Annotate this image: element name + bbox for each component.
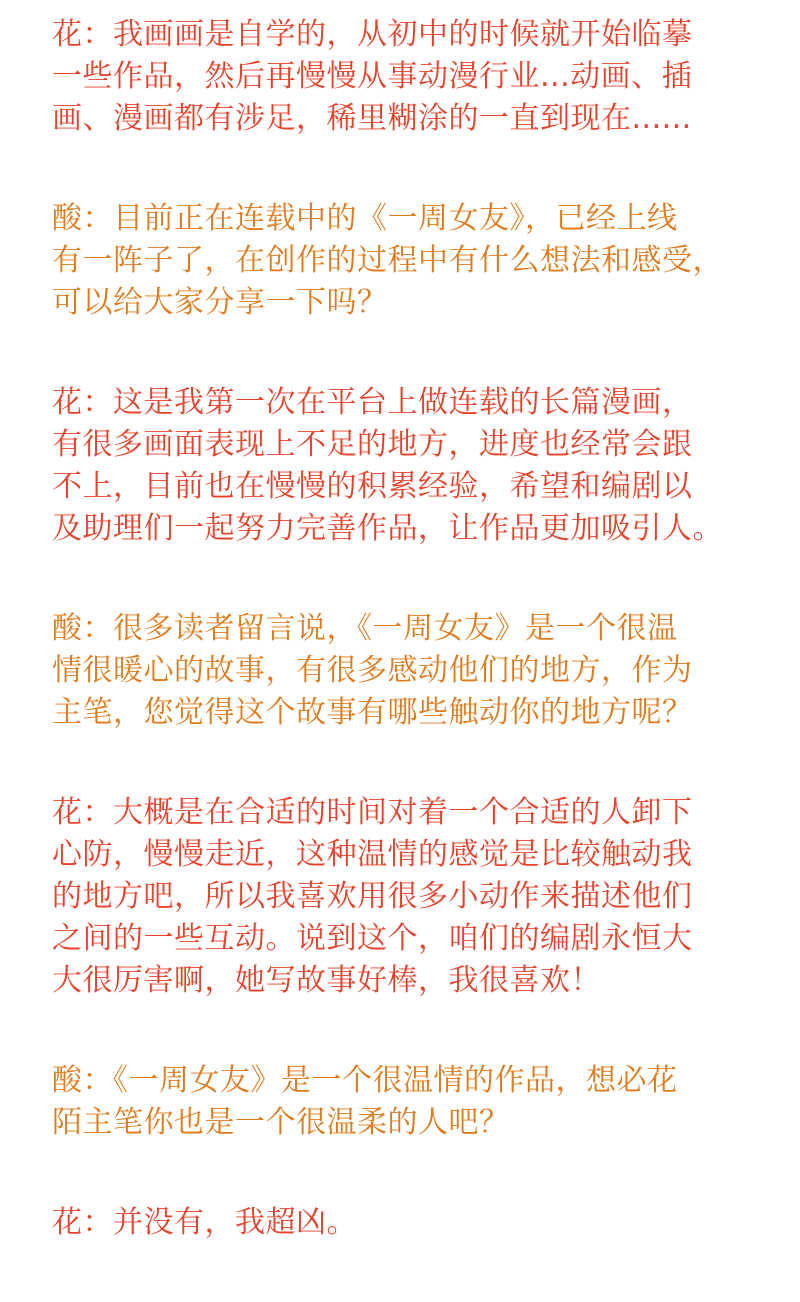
text-line: 可以给大家分享一下吗？ bbox=[52, 285, 388, 320]
text-line: 酸：目前正在连载中的《一周女友》，已经上线 bbox=[52, 201, 678, 236]
text-line: 花：这是我第一次在平台上做连载的长篇漫画， bbox=[52, 385, 693, 420]
text-line: 主笔，您觉得这个故事有哪些触动你的地方呢？ bbox=[52, 695, 693, 730]
text-line: 大很厉害啊，她写故事好棒，我很喜欢！ bbox=[52, 963, 601, 998]
answer-paragraph bbox=[52, 382, 792, 550]
text-line: 及助理们一起努力完善作品，让作品更加吸引人。 bbox=[52, 511, 723, 546]
interview-text bbox=[52, 14, 792, 1302]
text-line: 画、漫画都有涉足，稀里糊涂的一直到现在...... bbox=[52, 101, 692, 136]
text-line: 酸：《一周女友》是一个很温情的作品，想必花 bbox=[52, 1063, 678, 1098]
text-line: 有一阵子了，在创作的过程中有什么想法和感受， bbox=[52, 243, 723, 278]
text-line: 有很多画面表现上不足的地方，进度也经常会跟 bbox=[52, 427, 693, 462]
question-paragraph bbox=[52, 198, 792, 324]
answer-paragraph bbox=[52, 14, 792, 140]
text-line: 不上，目前也在慢慢的积累经验，希望和编剧以 bbox=[52, 469, 693, 504]
question-paragraph bbox=[52, 1060, 792, 1144]
answer-paragraph bbox=[52, 1202, 792, 1244]
text-line: 的地方吧，所以我喜欢用很多小动作来描述他们 bbox=[52, 879, 693, 914]
question-paragraph bbox=[52, 608, 792, 734]
text-line: 情很暖心的故事，有很多感动他们的地方，作为 bbox=[52, 653, 693, 688]
text-line: 之间的一些互动。说到这个，咱们的编剧永恒大 bbox=[52, 921, 693, 956]
answer-paragraph bbox=[52, 792, 792, 1002]
text-line: 花：大概是在合适的时间对着一个合适的人卸下 bbox=[52, 795, 693, 830]
text-line: 花：我画画是自学的，从初中的时候就开始临摹 bbox=[52, 17, 693, 52]
text-line: 心防，慢慢走近，这种温情的感觉是比较触动我 bbox=[52, 837, 693, 872]
text-line: 花：并没有，我超凶。 bbox=[52, 1205, 357, 1240]
text-line: 一些作品，然后再慢慢从事动漫行业...动画、插 bbox=[52, 59, 693, 94]
text-line: 陌主笔你也是一个很温柔的人吧？ bbox=[52, 1105, 510, 1140]
text-line: 酸：很多读者留言说，《一周女友》是一个很温 bbox=[52, 611, 678, 646]
